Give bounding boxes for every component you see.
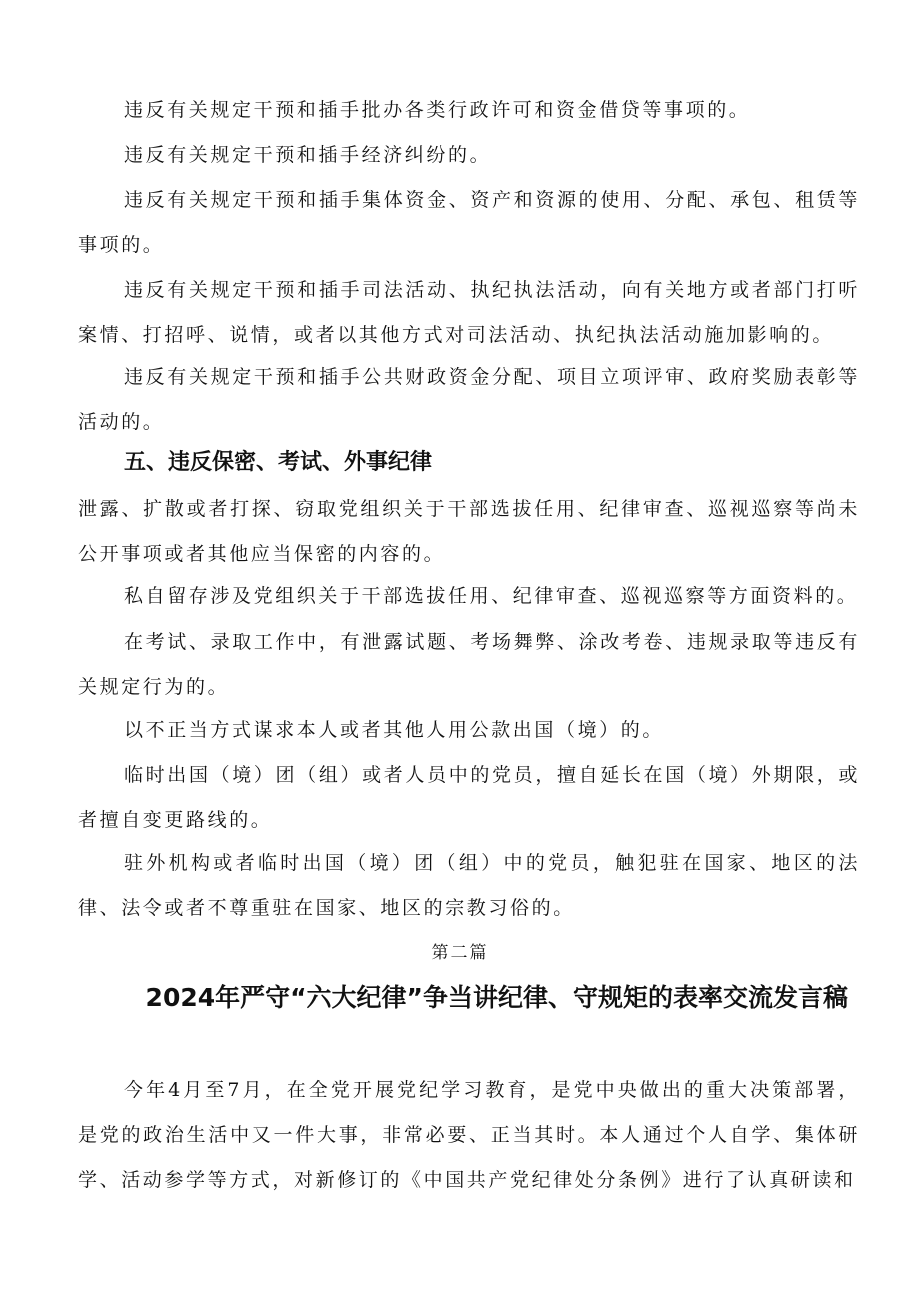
paragraph-11: 驻外机构或者临时出国（境）团（组）中的党员，触犯驻在国家、地区的法律、法令或者不尊重驻在国家、地区的宗教习俗的。 [78, 852, 860, 919]
part-label: 第二篇 [431, 943, 489, 963]
section-heading: 五、违反保密、考试、外事纪律 [124, 450, 433, 475]
paragraph-5: 违反有关规定干预和插手公共财政资金分配、项目立项评审、政府奖励表彰等活动的。 [78, 366, 860, 433]
paragraph-8: 在考试、录取工作中，有泄露试题、考场舞弊、涂改考卷、违规录取等违反有关规定行为的。 [78, 631, 860, 698]
paragraph-10: 临时出国（境）团（组）或者人员中的党员，擅自延长在国（境）外期限，或者擅自变更路线的。 [78, 764, 860, 831]
paragraph-9: 以不正当方式谋求本人或者其他人用公款出国（境）的。 [124, 719, 665, 741]
paragraph-6: 泄露、扩散或者打探、窃取党组织关于干部选拔任用、纪律审查、巡视巡察等尚未公开事项或者其他应当保密的内容的。 [78, 498, 860, 565]
article-body: 今年4月至7月，在全党开展党纪学习教育，是党中央做出的重大决策部署，是党的政治生活中又一件大事，非常必要、正当其时。本人通过个人自学、集体研学、活动参学等方式，对新修订的《中国共产党纪律处分条例》进行了认真研读和 [78, 1079, 860, 1191]
paragraph-7: 私自留存涉及党组织关于干部选拔任用、纪律审查、巡视巡察等方面资料的。 [124, 585, 859, 607]
paragraph-3: 违反有关规定干预和插手集体资金、资产和资源的使用、分配、承包、租赁等事项的。 [78, 189, 860, 256]
paragraph-4: 违反有关规定干预和插手司法活动、执纪执法活动，向有关地方或者部门打听案情、打招呼、说情，或者以其他方式对司法活动、执纪执法活动施加影响的。 [78, 279, 860, 346]
paragraph-1: 违反有关规定干预和插手批办各类行政许可和资金借贷等事项的。 [124, 99, 751, 121]
paragraph-2: 违反有关规定干预和插手经济纠纷的。 [124, 144, 492, 166]
article-title: 2024年严守“六大纪律”争当讲纪律、守规矩的表率交流发言稿 [145, 983, 848, 1012]
